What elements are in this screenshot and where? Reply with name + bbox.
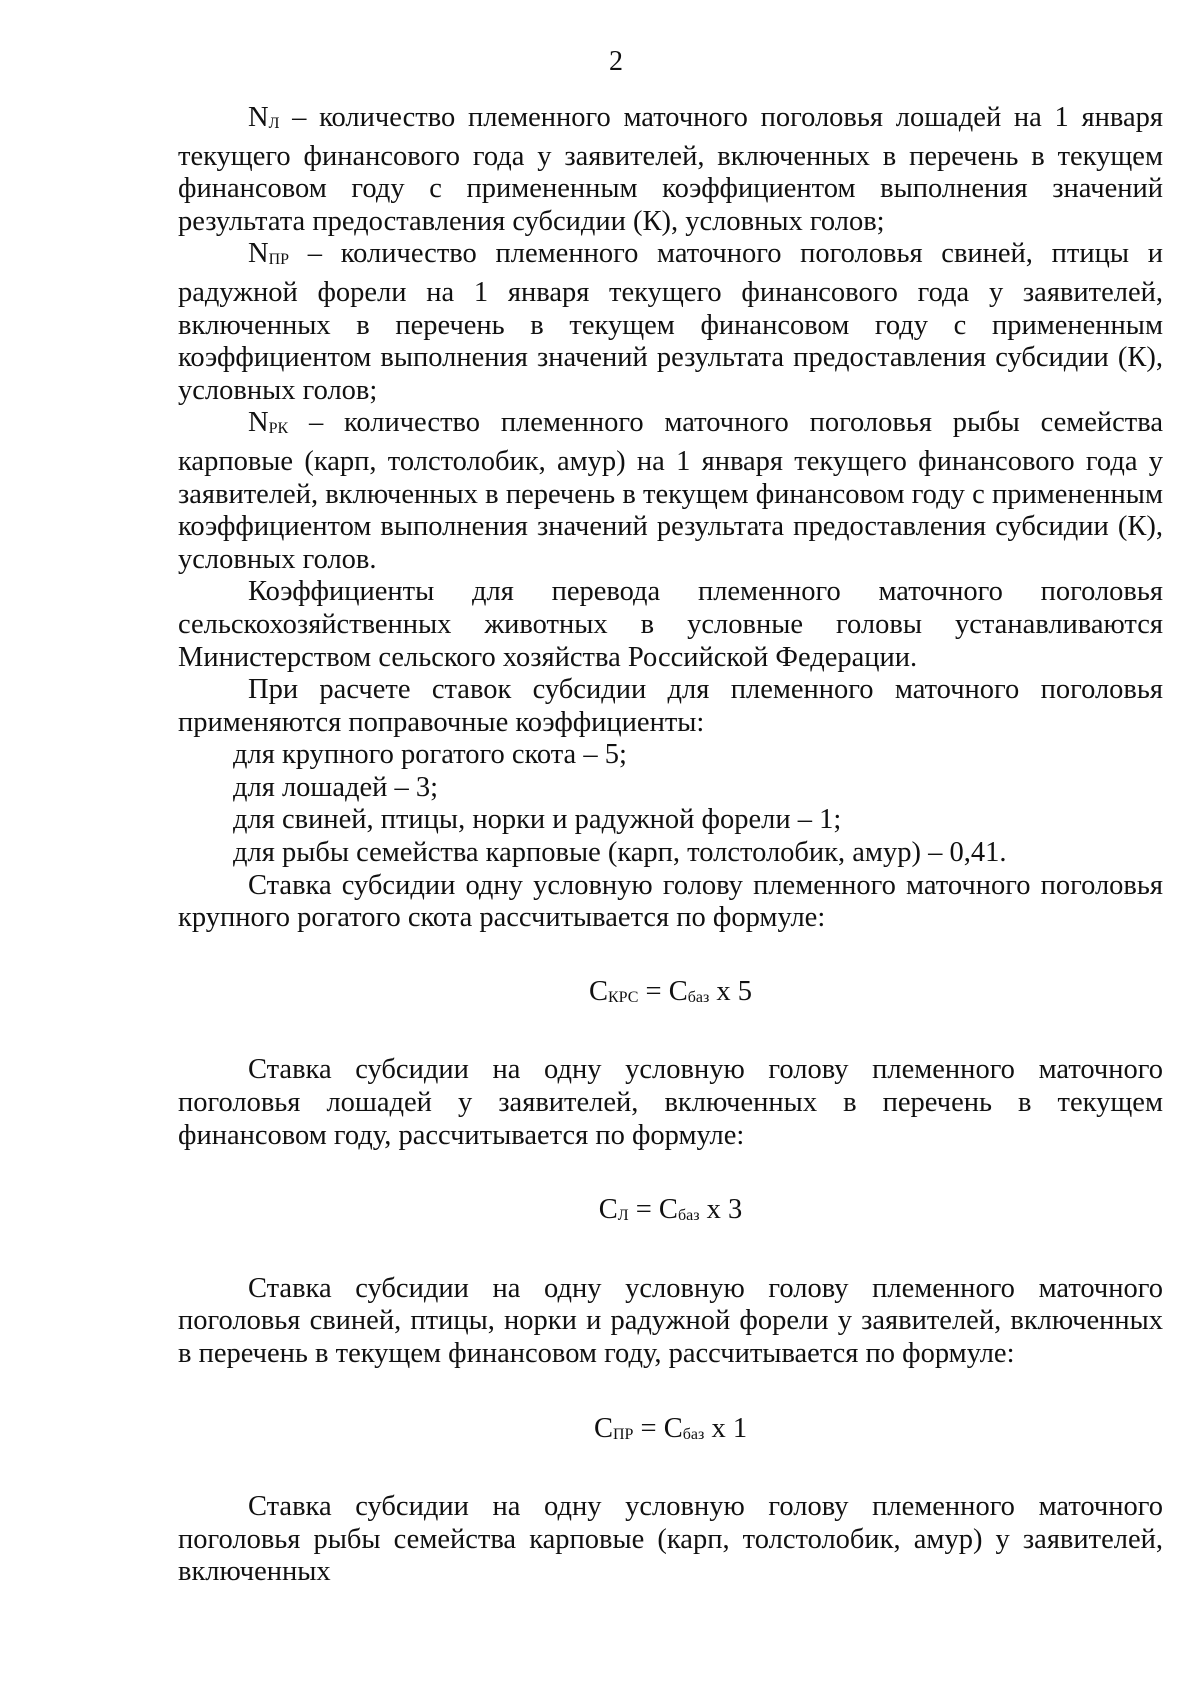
symbol-subscript: ПР	[268, 251, 290, 269]
formula-lhs-subscript: КРС	[607, 988, 639, 1006]
formula-equals: = С	[628, 1194, 678, 1226]
definition-carp-fish	[178, 407, 1163, 576]
paragraph-horses-rate: Ставка субсидии на одну условную голову племенного маточного поголовья лошадей у заявителей, включенных в перечень в текущем финансовом году, рассчитывается по формуле:	[178, 1054, 1163, 1151]
symbol: N	[248, 407, 269, 439]
formula-horses	[178, 1194, 1163, 1233]
page-number: 2	[609, 46, 623, 77]
definition-text: – количество племенного маточного поголовья свиней, птицы и радужной форели на 1 января текущего финансового года у заявителей, включенных в перечень в текущем финансовом году с примененным коэффициентом выполнения значений результата предоставления субсидии (К), условных голов;	[178, 238, 1163, 406]
correction-item-carp: для рыбы семейства карповые (карп, толстолобик, амур) – 0,41.	[233, 837, 1007, 869]
definition-text: – количество племенного маточного поголовья лошадей на 1 января текущего финансового года у заявителей, включенных в перечень в текущем финансовом году с примененным коэффициентом выполнения значений результата предоставления субсидии (К), условных голов;	[178, 102, 1163, 237]
formula-rhs-subscript: баз	[677, 1207, 700, 1225]
symbol-subscript: РК	[268, 420, 289, 438]
definition-pigs-poultry-trout	[178, 238, 1163, 407]
paragraph-fish-rate: Ставка субсидии на одну условную голову племенного маточного поголовья рыбы семейства карповые (карп, толстолобик, амур) у заявителей, включенных	[178, 1491, 1163, 1588]
symbol-subscript: Л	[268, 115, 280, 132]
symbol: N	[248, 102, 269, 133]
formula-multiplier: х 3	[699, 1194, 743, 1226]
paragraph-coefficients: Коэффициенты для перевода племенного маточного поголовья сельскохозяйственных животных в условные головы устанавливаются Министерством сельского хозяйства Российской Федерации.	[178, 576, 1163, 673]
formula-rhs-subscript: баз	[682, 1425, 705, 1443]
formula-pigs	[178, 1413, 1163, 1452]
formula-equals: = С	[638, 975, 688, 1007]
paragraph-pigs-rate: Ставка субсидии на одну условную голову племенного маточного поголовья свиней, птицы, норки и радужной форели у заявителей, включенных в перечень в текущем финансовом году, рассчитывается по формуле:	[178, 1272, 1163, 1369]
formula-lhs-subscript: ПР	[612, 1425, 634, 1443]
formula-multiplier: х 5	[709, 975, 753, 1007]
formula-lhs: С	[598, 1194, 618, 1226]
definition-horses	[178, 102, 1163, 238]
correction-item-horses: для лошадей – 3;	[233, 771, 439, 803]
formula-cattle	[178, 976, 1163, 1015]
formula-lhs: С	[593, 1412, 613, 1444]
paragraph-cattle-rate: Ставка субсидии одну условную голову племенного маточного поголовья крупного рогатого скота рассчитывается по формуле:	[178, 869, 1163, 934]
correction-item-pigs: для свиней, птицы, норки и радужной форели – 1;	[233, 804, 842, 836]
definition-text: – количество племенного маточного поголовья рыбы семейства карповые (карп, толстолобик, амур) на 1 января текущего финансового года у заявителей, включенных в перечень в текущем финансовом году с примененным коэффициентом выполнения значений результата предоставления субсидии (К), условных голов.	[178, 407, 1163, 575]
symbol: N	[248, 238, 269, 270]
formula-multiplier: х 1	[704, 1412, 748, 1444]
document-body	[178, 102, 1163, 1589]
formula-rhs-subscript: баз	[687, 988, 710, 1006]
paragraph-correction-intro: При расчете ставок субсидии для племенного маточного поголовья применяются поправочные коэффициенты:	[178, 674, 1163, 738]
correction-item-cattle: для крупного рогатого скота – 5;	[233, 739, 627, 771]
formula-lhs: С	[588, 975, 608, 1007]
formula-lhs-subscript: Л	[617, 1207, 629, 1225]
formula-equals: = С	[633, 1412, 683, 1444]
